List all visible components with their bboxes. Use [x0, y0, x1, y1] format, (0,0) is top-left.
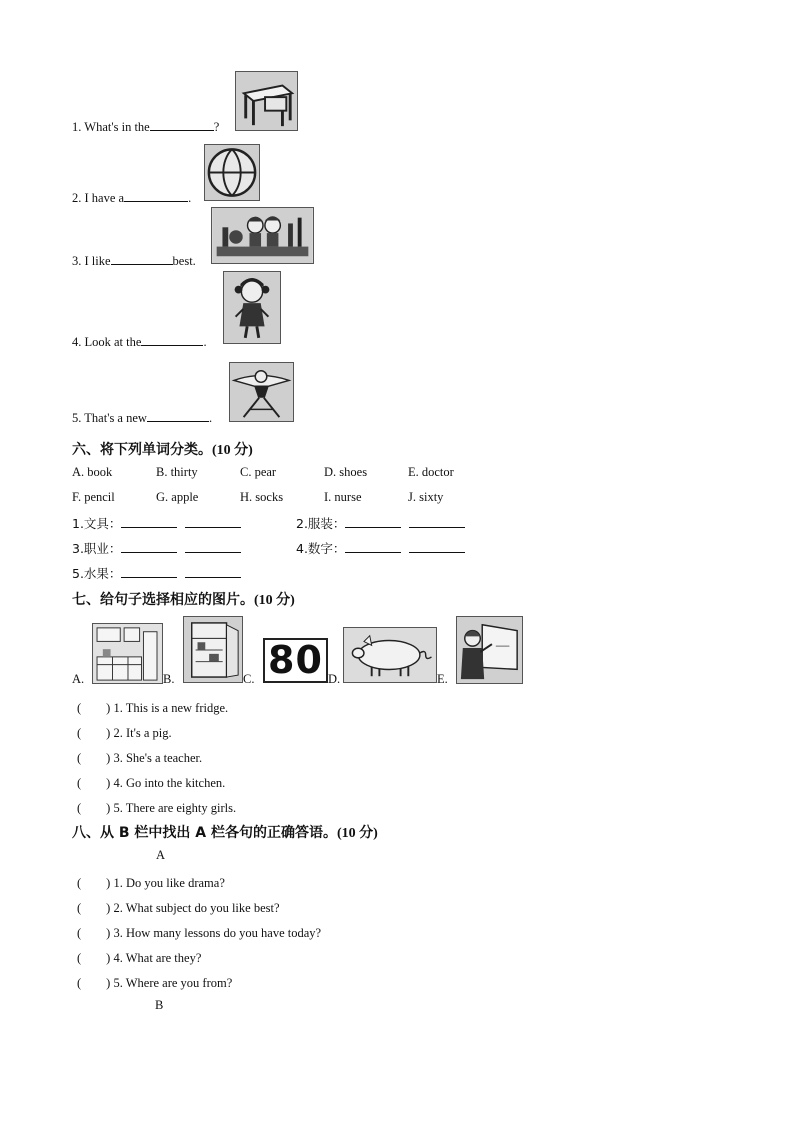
answer-parentheses[interactable]: ( ) — [77, 776, 111, 790]
word-option: J. sixty — [408, 490, 444, 504]
desk-icon — [235, 71, 298, 131]
answer-blank[interactable] — [345, 517, 401, 528]
match-sentence-3 — [77, 748, 202, 766]
question-text-end: best. — [172, 254, 196, 268]
question-number: 3. — [72, 254, 82, 268]
sentence-text: 5. There are eighty girls. — [113, 801, 237, 815]
answer-parentheses[interactable]: ( ) — [77, 926, 111, 940]
section-8-title-text: 八、从 B 栏中找出 A 栏各句的正确答语。 — [72, 825, 338, 841]
kite-icon — [229, 362, 294, 422]
match-sentence-2 — [77, 723, 172, 741]
answer-parentheses[interactable]: ( ) — [77, 876, 111, 890]
answer-parentheses[interactable]: ( ) — [77, 751, 111, 765]
answer-blank[interactable] — [124, 190, 188, 202]
category-fruit — [72, 564, 249, 582]
answer-blank[interactable] — [141, 334, 203, 346]
question-2 — [72, 190, 191, 206]
question-text-end: . — [188, 191, 192, 205]
fridge-icon — [183, 616, 243, 683]
word-option: F. pencil — [72, 490, 115, 504]
answer-parentheses[interactable]: ( ) — [77, 701, 111, 715]
word-option: G. apple — [156, 490, 199, 504]
girl-icon — [223, 271, 281, 344]
sentence-text: 3. She's a teacher. — [113, 751, 203, 765]
column-a-label: A — [156, 848, 166, 862]
category-label: 2.服装： — [296, 516, 346, 531]
number-eighty-icon — [263, 638, 328, 683]
option-letter-e: E. — [437, 672, 448, 686]
section-8-title — [72, 822, 378, 842]
question-text: 4. What are they? — [113, 951, 202, 965]
word-option: I. nurse — [324, 490, 362, 504]
section-6-title-text: 六、将下列单词分类。 — [72, 442, 212, 458]
question-3 — [72, 253, 196, 269]
question-text: 1. Do you like drama? — [113, 876, 225, 890]
question-text: 5. Where are you from? — [113, 976, 233, 990]
option-letter-b: B. — [163, 672, 175, 686]
answer-parentheses[interactable]: ( ) — [77, 976, 111, 990]
word-option: H. socks — [240, 490, 284, 504]
science-lab-icon — [211, 207, 314, 264]
section-7-title-text: 七、给句子选择相应的图片。 — [72, 592, 254, 608]
question-text: I like — [84, 254, 111, 268]
answer-parentheses[interactable]: ( ) — [77, 901, 111, 915]
ball-icon — [204, 144, 260, 201]
answer-blank[interactable] — [111, 253, 173, 265]
option-letter-a: A. — [72, 672, 85, 686]
answer-blank[interactable] — [121, 517, 177, 528]
answer-parentheses[interactable]: ( ) — [77, 951, 111, 965]
answer-parentheses[interactable]: ( ) — [77, 726, 111, 740]
question-5 — [72, 410, 212, 426]
match-sentence-5 — [77, 798, 236, 816]
pig-icon — [343, 627, 437, 683]
word-option: E. doctor — [408, 465, 454, 479]
teacher-icon — [456, 616, 523, 684]
question-a-4 — [77, 948, 201, 966]
answer-parentheses[interactable]: ( ) — [77, 801, 111, 815]
question-a-5 — [77, 973, 232, 991]
question-a-3 — [77, 923, 321, 941]
question-text: 2. What subject do you like best? — [113, 901, 280, 915]
category-stationery — [72, 514, 249, 532]
column-b-label: B — [155, 998, 164, 1012]
question-text: Look at the — [84, 335, 142, 349]
match-sentence-4 — [77, 773, 225, 791]
question-text-end: . — [203, 335, 207, 349]
question-text: What's in the — [84, 120, 150, 134]
question-1 — [72, 119, 219, 135]
category-label: 4.数字： — [296, 541, 346, 556]
section-7-title — [72, 589, 295, 609]
answer-blank[interactable] — [409, 517, 465, 528]
section-8-score: (10 分) — [337, 826, 378, 841]
answer-blank[interactable] — [150, 119, 214, 131]
category-numbers — [296, 539, 473, 557]
answer-blank[interactable] — [147, 410, 209, 422]
section-6-score: (10 分) — [212, 443, 253, 458]
word-option: D. shoes — [324, 465, 368, 479]
sentence-text: 2. It's a pig. — [113, 726, 172, 740]
answer-blank[interactable] — [121, 567, 177, 578]
answer-blank[interactable] — [185, 567, 241, 578]
answer-blank[interactable] — [121, 542, 177, 553]
section-7-score: (10 分) — [254, 593, 295, 608]
word-option: C. pear — [240, 465, 277, 479]
question-number: 5. — [72, 411, 82, 425]
question-text: I have a — [84, 191, 125, 205]
sentence-text: 1. This is a new fridge. — [113, 701, 229, 715]
kitchen-icon — [92, 623, 163, 684]
option-letter-c: C. — [243, 672, 255, 686]
option-letter-d: D. — [328, 672, 341, 686]
answer-blank[interactable] — [185, 542, 241, 553]
category-label: 5.水果： — [72, 566, 122, 581]
section-6-title — [72, 439, 253, 459]
match-sentence-1 — [77, 698, 228, 716]
question-number: 4. — [72, 335, 82, 349]
answer-blank[interactable] — [345, 542, 401, 553]
word-option: A. book — [72, 465, 113, 479]
question-number: 2. — [72, 191, 82, 205]
category-clothing — [296, 514, 473, 532]
answer-blank[interactable] — [185, 517, 241, 528]
question-text-end: . — [208, 411, 213, 425]
question-text: 3. How many lessons do you have today? — [113, 926, 322, 940]
sentence-text: 4. Go into the kitchen. — [113, 776, 226, 790]
question-text-end: ? — [213, 120, 220, 134]
question-text: That's a new — [84, 411, 147, 425]
category-label: 3.职业： — [72, 541, 122, 556]
answer-blank[interactable] — [409, 542, 465, 553]
question-number: 1. — [72, 120, 82, 134]
question-4 — [72, 334, 207, 350]
question-a-1 — [77, 873, 225, 891]
category-label: 1.文具： — [72, 516, 122, 531]
word-option: B. thirty — [156, 465, 198, 479]
category-jobs — [72, 539, 249, 557]
question-a-2 — [77, 898, 280, 916]
number-eighty-text: 80 — [268, 638, 323, 682]
